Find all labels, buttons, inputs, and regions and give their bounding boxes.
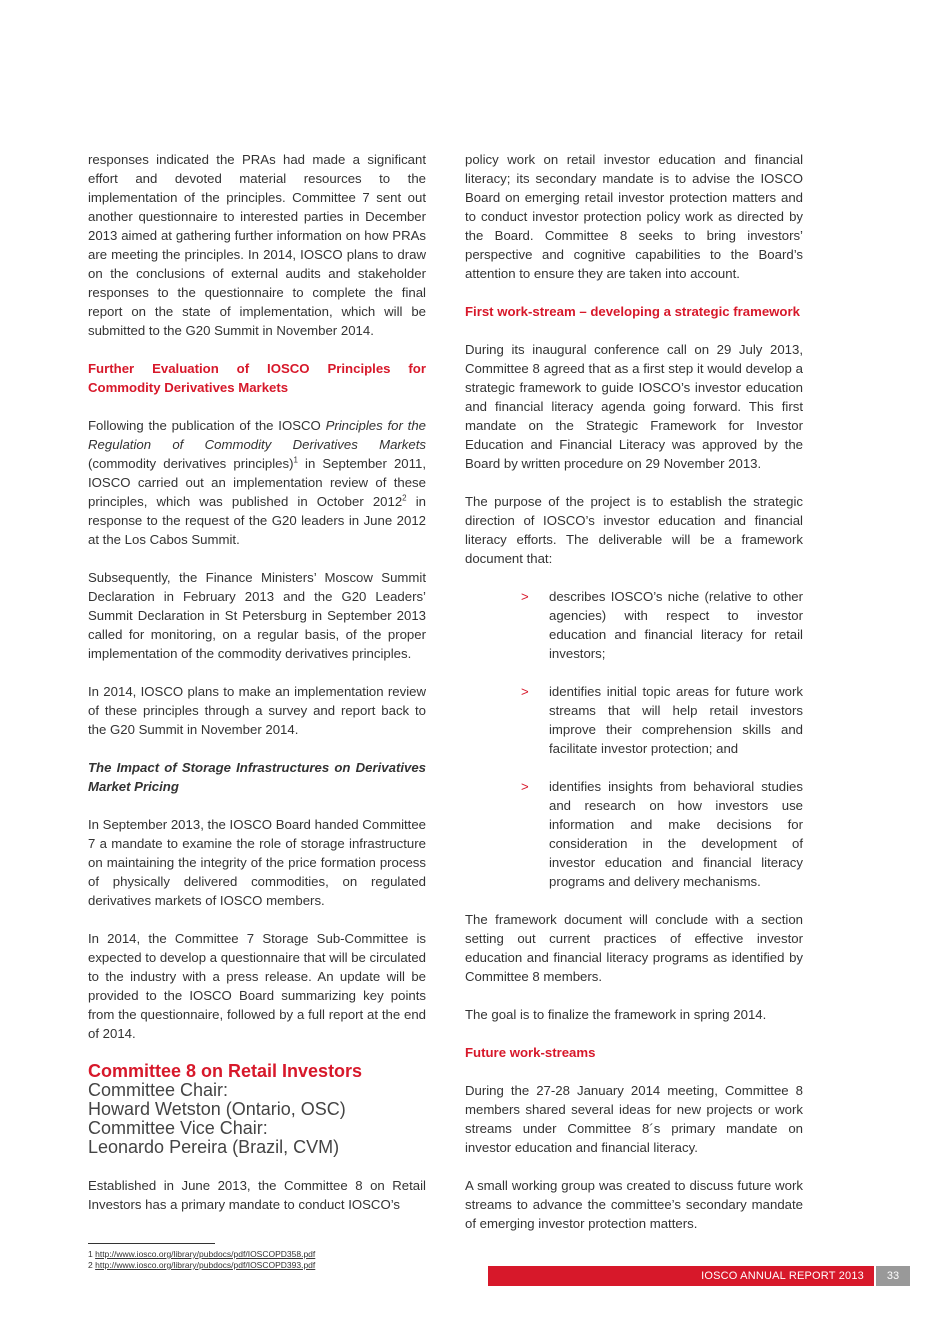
paragraph: During the 27-28 January 2014 meeting, Committee 8 members shared several ideas for new projects or work streams under Committee 8´s primary mandate on investor education and financial literacy. [465,1083,803,1155]
chevron-right-icon: > [521,589,529,604]
chair-name: Howard Wetston (Ontario, OSC) [88,1099,346,1119]
section-heading: First work-stream – developing a strategic framework [465,304,800,319]
chevron-right-icon: > [521,779,529,794]
left-column [88,150,426,1233]
footnote: 2 http://www.iosco.org/library/pubdocs/pdf/IOSCOPD393.pdf [88,1260,316,1270]
section-heading: The Impact of Storage Infrastructures on Derivatives Market Pricing [88,760,426,794]
bullet-list [465,587,803,891]
footnote: 1 http://www.iosco.org/library/pubdocs/pdf/IOSCOPD358.pdf [88,1249,316,1259]
footnote-link[interactable]: http://www.iosco.org/library/pubdocs/pdf/IOSCOPD393.pdf [95,1260,316,1270]
chevron-right-icon: > [521,684,529,699]
paragraph: During its inaugural conference call on 29 July 2013, Committee 8 agreed that as a first step it would develop a strategic framework to guide IOSCO’s investor education and financial literacy agenda going forward. This first mandate on the Strategic Framework for Investor Education and Financial Literacy was approved by the Board by written procedure on 29 November 2013. [465,342,803,471]
footnotes [88,1249,315,1271]
list-item: > identifies initial topic areas for future work streams that will help retail investors improve their comprehension skills and facilitate investor protection; and [521,684,803,756]
footer-label: IOSCO ANNUAL REPORT 2013 [701,1270,864,1282]
footnote-ref[interactable]: 2 [402,493,407,503]
paragraph: The framework document will conclude with a section setting out current practices of effective investor education and financial literacy programs as identified by Committee 8 members. [465,912,803,984]
paragraph: A small working group was created to discuss future work streams to advance the committee’s secondary mandate of emerging investor protection matters. [465,1178,803,1231]
paragraph: Established in June 2013, the Committee 8 on Retail Investors has a primary mandate to conduct IOSCO’s [88,1178,426,1212]
footnote-link[interactable]: http://www.iosco.org/library/pubdocs/pdf/IOSCOPD358.pdf [95,1249,316,1259]
footnote-divider [88,1243,215,1244]
vice-chair-label: Committee Vice Chair: [88,1118,268,1138]
section-heading: Future work-streams [465,1045,596,1060]
page-number: 33 [876,1266,910,1286]
right-column [465,150,803,1252]
footer-bar [488,1266,874,1286]
list-item: > describes IOSCO’s niche (relative to other agencies) with respect to investor education and financial literacy for retail investors; [521,589,803,661]
footnote-ref[interactable]: 1 [293,455,298,465]
committee-header [88,1062,426,1157]
committee-title: Committee 8 on Retail Investors [88,1061,363,1081]
paragraph: The goal is to finalize the framework in spring 2014. [465,1007,767,1022]
paragraph: policy work on retail investor education and financial literacy; its secondary mandate is to advise the IOSCO Board on emerging retail investor protection matters and to conduct investor protection policy work as directed by the Board. Committee 8 seeks to bring investors’ perspective and cognitive capabilities to the Board’s attention to ensure they are taken into account. [465,152,803,281]
chair-label: Committee Chair: [88,1080,229,1100]
vice-chair-name: Leonardo Pereira (Brazil, CVM) [88,1137,340,1157]
paragraph: Subsequently, the Finance Ministers’ Moscow Summit Declaration in February 2013 and the G20 Leaders’ Summit Declaration in St Petersburg in September 2013 called for monitoring, on a regular basis, of the proper implementation of the commodity derivatives principles. [88,570,426,661]
paragraph: In September 2013, the IOSCO Board handed Committee 7 a mandate to examine the role of storage infrastructure on maintaining the integrity of the price formation process of physically delivered commodities, on regulated derivatives markets of IOSCO members. [88,817,426,908]
paragraph: The purpose of the project is to establish the strategic direction of IOSCO’s investor education and financial literacy efforts. The deliverable will be a framework document that: [465,494,803,566]
paragraph: In 2014, the Committee 7 Storage Sub-Committee is expected to develop a questionnaire that will be circulated to the industry with a press release. An update will be provided to the IOSCO Board summarizing key points from the questionnaire, followed by a full report at the end of 2014. [88,931,426,1041]
paragraph: responses indicated the PRAs had made a significant effort and devoted material resources to the implementation of the principles. Committee 7 sent out another questionnaire to interested parties in December 2013 aimed at gathering further information on how PRAs are meeting the principles. In 2014, IOSCO plans to draw on the conclusions of external audits and stakeholder responses to the questionnaire to complete the final report on the state of implementation, which will be submitted to the G20 Summit in November 2014. [88,152,426,338]
section-heading: Further Evaluation of IOSCO Principles for Commodity Derivatives Markets [88,361,426,395]
list-item: > identifies insights from behavioral studies and research on how investors use information and make decisions for consideration in the development of investor education and financial literacy programs and delivery mechanisms. [521,779,803,889]
paragraph: Following the publication of the IOSCO Principles for the Regulation of Commodity Derivatives Markets (commodity derivatives principles)$^1$ in September 2011, IOSCO carried out an implementation review of these principles, which was published in October 2012$^2$ in response to the request of the G20 leaders in June 2012 at the Los Cabos Summit. [88,418,426,547]
paragraph: In 2014, IOSCO plans to make an implementation review of these principles through a survey and report back to the G20 Summit in November 2014. [88,684,426,737]
